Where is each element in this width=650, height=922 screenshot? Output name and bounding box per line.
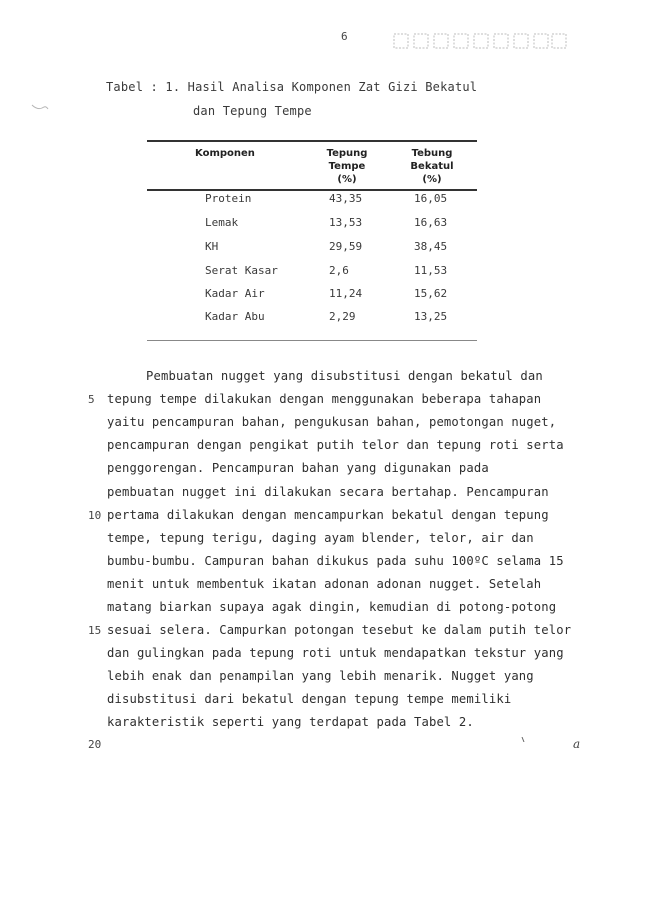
header-text: (%) (422, 174, 442, 185)
column-header-tebung-bekatul (402, 147, 462, 186)
paragraph-line: tepung tempe dilakukan dengan menggunakan beberapa tahapan (107, 392, 542, 406)
line-number: 5 (88, 393, 95, 406)
paragraph-line: matang biarkan supaya agak dingin, kemudian di potong-potong (107, 600, 557, 614)
header-text: Tebung (411, 148, 453, 159)
table-cell-tempe: 2,29 (329, 310, 356, 323)
table-cell-component: Lemak (205, 216, 239, 229)
table-cell-bekatul: 16,05 (414, 192, 448, 205)
table-cell-component: Kadar Air (205, 287, 265, 300)
line-number: 15 (88, 624, 102, 637)
table-cell-bekatul: 38,45 (414, 240, 448, 253)
page-number: 6 (341, 30, 348, 43)
table-cell-tempe: 11,24 (329, 287, 363, 300)
table-top-rule (147, 140, 477, 142)
paragraph-line: pembuatan nugget ini dilakukan secara bertahap. Pencampuran (107, 485, 549, 499)
header-text: Tempe (328, 161, 366, 172)
table-cell-tempe: 2,6 (329, 264, 349, 277)
table-cell-component: KH (205, 240, 219, 253)
table-caption-line2: dan Tepung Tempe (193, 104, 312, 118)
header-text: (%) (337, 174, 357, 185)
table-header-rule (147, 189, 477, 191)
paragraph-line: disubstitusi dari bekatul dengan tepung tempe memiliki (107, 692, 512, 706)
column-header-tepung-tempe (317, 147, 377, 186)
paragraph-line: menit untuk membentuk ikatan adonan adonan nugget. Setelah (107, 577, 542, 591)
table-cell-tempe: 29,59 (329, 240, 363, 253)
table-cell-component: Protein (205, 192, 252, 205)
paragraph-line: sesuai selera. Campurkan potongan tesebut ke dalam putih telor (107, 623, 572, 637)
nutrient-table (147, 140, 477, 342)
header-text: Tepung (326, 148, 368, 159)
faded-stamp (392, 31, 568, 51)
paragraph-line: penggorengan. Pencampuran bahan yang digunakan pada (107, 461, 489, 475)
table-cell-bekatul: 16,63 (414, 216, 448, 229)
table-caption-line1: Tabel : 1. Hasil Analisa Komponen Zat Gizi Bekatul (106, 80, 478, 94)
table-cell-bekatul: 13,25 (414, 310, 448, 323)
header-text: Komponen (195, 148, 255, 159)
line-number: 10 (88, 509, 102, 522)
paragraph-line: bumbu-bumbu. Campuran bahan dikukus pada suhu 100ºC selama 15 (107, 554, 564, 568)
margin-mark: a (573, 737, 581, 751)
header-text: Bekatul (410, 161, 454, 172)
column-header-komponen (195, 147, 255, 160)
paragraph-line: dan gulingkan pada tepung roti untuk mendapatkan tekstur yang (107, 646, 564, 660)
table-cell-component: Kadar Abu (205, 310, 265, 323)
table-cell-tempe: 13,53 (329, 216, 363, 229)
paragraph-line: yaitu pencampuran bahan, pengukusan bahan, pemotongan nuget, (107, 415, 557, 429)
margin-scribble-icon (30, 101, 50, 115)
paragraph-line: lebih enak dan penampilan yang lebih menarik. Nugget yang (107, 669, 534, 683)
paragraph-line: Pembuatan nugget yang disubstitusi dengan bekatul dan (146, 369, 543, 383)
table-cell-bekatul: 15,62 (414, 287, 448, 300)
table-cell-bekatul: 11,53 (414, 264, 448, 277)
paragraph-line: tempe, tepung terigu, daging ayam blender, telor, air dan (107, 531, 534, 545)
paragraph-line: pencampuran dengan pengikat putih telor dan tepung roti serta (107, 438, 564, 452)
paragraph-line: pertama dilakukan dengan mencampurkan bekatul dengan tepung (107, 508, 549, 522)
table-bottom-rule (147, 340, 477, 341)
ink-dot-icon (521, 737, 525, 742)
paragraph-line: karakteristik seperti yang terdapat pada Tabel 2. (107, 715, 474, 729)
table-cell-component: Serat Kasar (205, 264, 278, 277)
line-number: 20 (88, 738, 102, 751)
table-cell-tempe: 43,35 (329, 192, 363, 205)
